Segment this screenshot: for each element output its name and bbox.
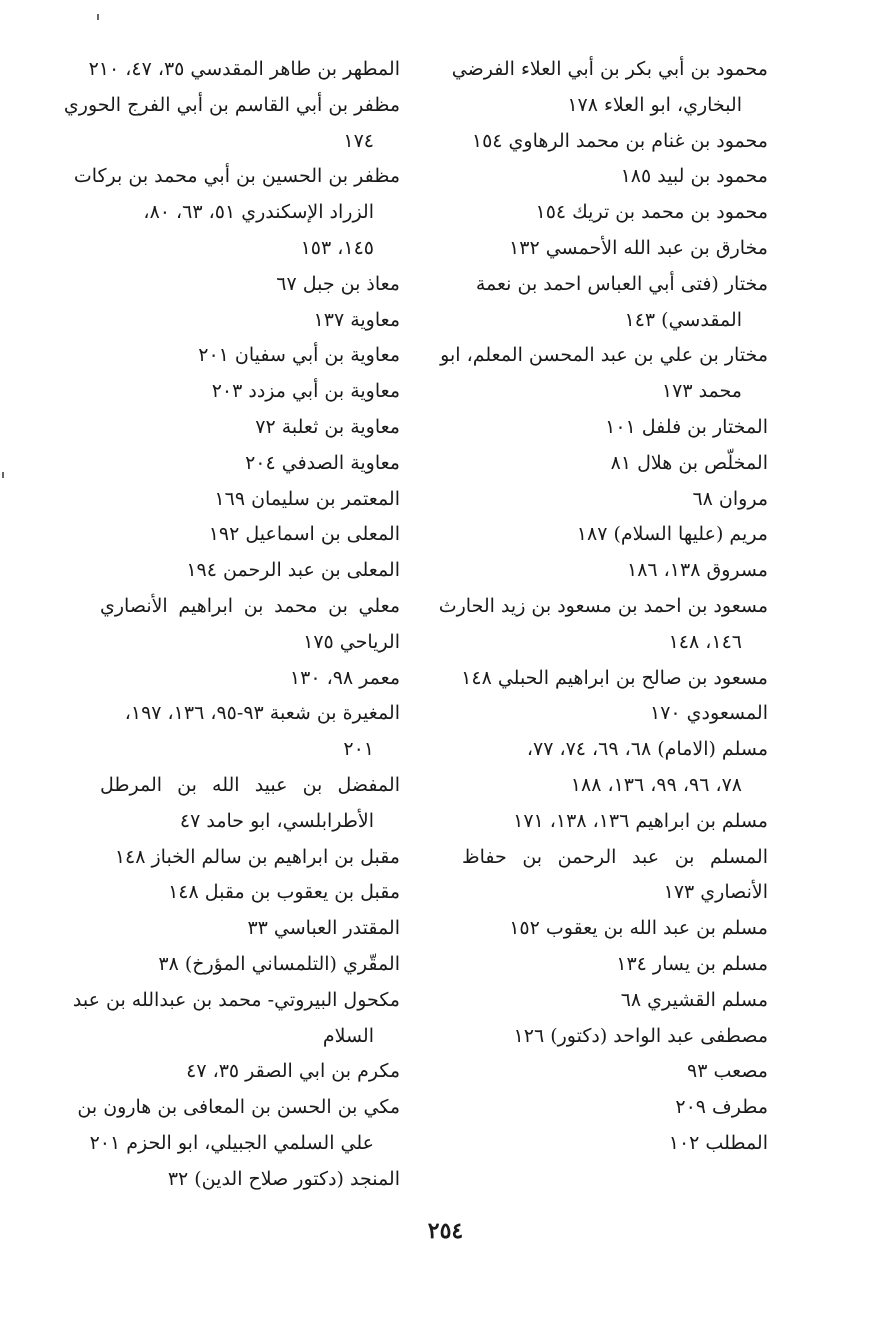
index-entry: المعتمر بن سليمان ١٦٩: [214, 487, 400, 510]
index-entry-continuation: ١٧٤: [343, 129, 374, 152]
index-entry: الرياحي ١٧٥: [303, 630, 400, 653]
index-entry: مسلم (الامام) ٦٨، ٦٩، ٧٤، ٧٧،: [526, 738, 768, 761]
index-entry: المقتدر العباسي ٣٣: [247, 917, 400, 940]
index-entry: مظفر بن الحسين بن أبي محمد بن بركات: [73, 165, 400, 188]
index-entry: مسعود بن صالح بن ابراهيم الحبلي ١٤٨: [461, 666, 768, 689]
index-entry: معاوية بن أبي سفيان ٢٠١: [198, 344, 400, 367]
index-entry: معاوية بن ثعلبة ٧٢: [255, 415, 400, 438]
index-entry: مسلم بن ابراهيم ١٣٦، ١٣٨، ١٧١: [513, 809, 768, 832]
index-entry: معاوية الصدفي ٢٠٤: [245, 451, 400, 474]
index-entry-continuation: ٢٠١: [343, 738, 374, 761]
index-entry-continuation: ٧٨، ٩٦، ٩٩، ١٣٦، ١٨٨: [570, 773, 742, 796]
index-entry: المغيرة بن شعبة ٩٣-٩٥، ١٣٦، ١٩٧،: [124, 702, 400, 725]
index-entry: محمود بن لبيد ١٨٥: [620, 165, 768, 188]
index-entry-continuation: المقدسي) ١٤٣: [624, 308, 742, 331]
index-entry: مسلم القشيري ٦٨: [620, 988, 768, 1011]
scan-mark: [2, 472, 4, 478]
index-entry: المنجد (دكتور صلاح الدين) ٣٢: [167, 1167, 400, 1190]
index-entry: مسلم بن عبد الله بن يعقوب ١٥٢: [509, 917, 768, 940]
index-entry: معاوية بن أبي مزدد ٢٠٣: [211, 380, 400, 403]
index-entry: مختار (فتى أبي العباس احمد بن نعمة: [475, 272, 768, 295]
index-entry: المعلى بن اسماعيل ١٩٢: [208, 523, 400, 546]
index-entry: محمود بن أبي بكر بن أبي العلاء الفرضي: [451, 58, 768, 80]
index-entry-continuation: ١٤٦، ١٤٨: [668, 630, 742, 653]
index-entry: مخارق بن عبد الله الأحمسي ١٣٢: [509, 236, 768, 259]
index-entry: المطلب ١٠٢: [668, 1131, 768, 1154]
index-entry-continuation: محمد ١٧٣: [661, 380, 742, 403]
index-entry: المختار بن فلفل ١٠١: [605, 415, 768, 438]
index-column-right: [438, 52, 768, 1162]
index-entry-continuation: البخاري، ابو العلاء ١٧٨: [567, 93, 742, 116]
index-column-left: [63, 52, 400, 1198]
index-entry-continuation: السلام: [322, 1024, 374, 1047]
index-entry: مقبل بن يعقوب بن مقبل ١٤٨: [168, 881, 400, 904]
page-number: ٢٥٤: [427, 1218, 464, 1244]
index-entry: مقبل بن ابراهيم بن سالم الخباز ١٤٨: [114, 845, 400, 868]
index-entry: المعلى بن عبد الرحمن ١٩٤: [186, 559, 400, 582]
index-entry: مسروق ١٣٨، ١٨٦: [627, 559, 768, 582]
index-entry: معلي بن محمد بن ابراهيم الأنصاري: [100, 594, 400, 617]
index-entry: مظفر بن أبي القاسم بن أبي الفرج الحوري: [63, 93, 400, 116]
index-entry-continuation: ١٤٥، ١٥٣: [300, 236, 374, 259]
index-entry: مختار بن علي بن عبد المحسن المعلم، ابو: [440, 344, 768, 367]
index-entry: مروان ٦٨: [692, 487, 768, 510]
index-entry: محمود بن محمد بن تريك ١٥٤: [535, 201, 768, 224]
index-entry: مسعود بن احمد بن مسعود بن زيد الحارث: [438, 594, 768, 617]
index-entry-continuation: الأطرابلسي، ابو حامد ٤٧: [179, 809, 374, 832]
index-entry: المسعودي ١٧٠: [650, 702, 768, 725]
scan-mark: [97, 14, 99, 20]
index-entry: المفضل بن عبيد الله بن المرطل: [100, 773, 400, 796]
index-entry: معاوية ١٣٧: [313, 308, 400, 331]
index-entry-continuation: علي السلمي الجبيلي، ابو الحزم ٢٠١: [89, 1131, 374, 1154]
index-entry: مكي بن الحسن بن المعافى بن هارون بن: [77, 1096, 400, 1119]
index-entry: المقّري (التلمساني المؤرخ) ٣٨: [158, 952, 400, 975]
index-entry: الأنصاري ١٧٣: [663, 881, 768, 904]
index-entry: مريم (عليها السلام) ١٨٧: [576, 523, 768, 546]
index-entry: معمر ٩٨، ١٣٠: [289, 666, 400, 689]
index-entry: معاذ بن جبل ٦٧: [276, 272, 400, 295]
index-entry: مكحول البيروتي- محمد بن عبدالله بن عبد: [72, 988, 400, 1011]
index-entry: محمود بن غنام بن محمد الرهاوي ١٥٤: [471, 129, 768, 152]
index-entry: مصعب ٩٣: [687, 1060, 768, 1083]
index-entry-continuation: الزراد الإسكندري ٥١، ٦٣، ٨٠،: [143, 201, 374, 224]
index-entry: مطرف ٢٠٩: [675, 1096, 768, 1119]
index-entry: مصطفى عبد الواحد (دكتور) ١٢٦: [513, 1024, 768, 1047]
index-entry: المخلّص بن هلال ٨١: [610, 451, 768, 474]
index-entry: مكرم بن ابي الصقر ٣٥، ٤٧: [186, 1060, 400, 1083]
index-entry: مسلم بن يسار ١٣٤: [616, 952, 768, 975]
index-entry: المسلم بن عبد الرحمن بن حفاظ: [462, 845, 768, 868]
index-entry: المطهر بن طاهر المقدسي ٣٥، ٤٧، ٢١٠: [88, 58, 400, 80]
